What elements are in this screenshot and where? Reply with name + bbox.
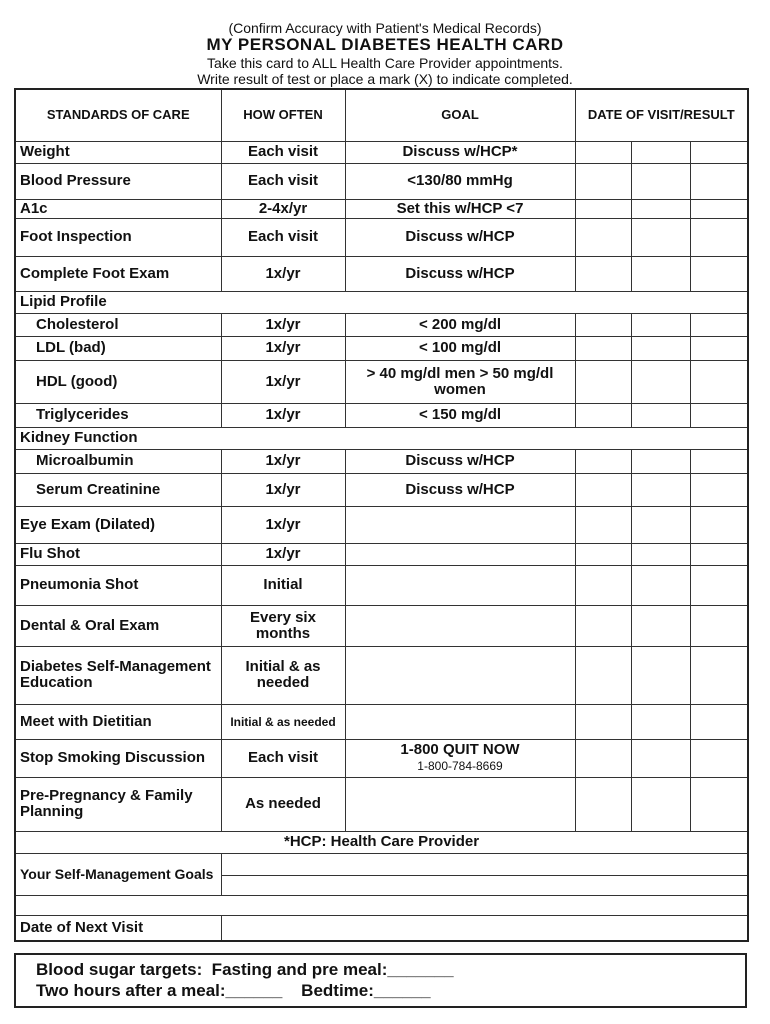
card-title: MY PERSONAL DIABETES HEALTH CARD [206,35,564,54]
result-cell[interactable] [575,199,631,218]
col-standards: STANDARDS OF CARE [15,89,221,141]
goal-cell [345,646,575,704]
result-cell[interactable] [631,199,690,218]
quit-now-phone: 1-800-784-8669 [417,759,503,773]
how-often-cell: Initial [221,565,345,605]
next-visit-label: Date of Next Visit [15,915,221,941]
table-row [15,163,748,199]
result-cell[interactable] [690,704,748,739]
how-often-cell: Each visit [221,141,345,163]
table-row [15,256,748,291]
blank-row [15,895,748,915]
goal-cell: > 40 mg/dl men > 50 mg/dl women [345,360,575,403]
section-row [15,427,748,449]
how-often-cell: 1x/yr [221,543,345,565]
result-cell[interactable] [575,313,631,336]
goal-cell [345,543,575,565]
result-cell[interactable] [631,360,690,403]
self-management-field[interactable] [221,875,748,895]
goal-cell [345,605,575,646]
self-management-field[interactable] [221,853,748,875]
how-often-cell: Each visit [221,163,345,199]
how-often-cell: 1x/yr [221,360,345,403]
self-management-row [15,853,748,875]
standard-cell: Microalbumin [15,449,221,473]
goal-cell: Discuss w/HCP* [345,141,575,163]
result-cell[interactable] [631,646,690,704]
result-cell[interactable] [575,256,631,291]
result-cell[interactable] [690,336,748,360]
standard-cell: Serum Creatinine [15,473,221,506]
result-cell[interactable] [631,141,690,163]
instruction-1: Take this card to ALL Health Care Provider appointments. [207,55,563,71]
goal-cell: Discuss w/HCP [345,449,575,473]
instruction-2: Write result of test or place a mark (X) to indicate completed. [197,71,573,87]
table-row [15,605,748,646]
result-cell[interactable] [631,256,690,291]
quit-now-label: 1-800 QUIT NOW [400,741,520,758]
result-cell[interactable] [575,141,631,163]
result-cell[interactable] [690,506,748,543]
standard-cell: Flu Shot [15,543,221,565]
table-header-row [15,89,748,141]
standard-cell: LDL (bad) [15,336,221,360]
goal-cell: Discuss w/HCP [345,218,575,256]
col-how-often: HOW OFTEN [221,89,345,141]
standard-cell: Triglycerides [15,403,221,427]
result-cell[interactable] [690,777,748,831]
col-goal: GOAL [345,89,575,141]
goal-cell: Set this w/HCP <7 [345,199,575,218]
standard-cell: Cholesterol [15,313,221,336]
goal-cell: <130/80 mmHg [345,163,575,199]
result-cell[interactable] [631,565,690,605]
footnote-row [15,831,748,853]
standard-cell: Stop Smoking Discussion [15,739,221,777]
standard-cell: Complete Foot Exam [15,256,221,291]
goal-cell: < 100 mg/dl [345,336,575,360]
result-cell[interactable] [690,646,748,704]
result-cell[interactable] [575,543,631,565]
goal-cell: < 150 mg/dl [345,403,575,427]
how-often-cell: 1x/yr [221,403,345,427]
blood-sugar-line-1: Blood sugar targets: Fasting and pre meal:_______ [36,960,454,979]
result-cell[interactable] [690,543,748,565]
how-often-cell: 1x/yr [221,473,345,506]
result-cell[interactable] [690,256,748,291]
blood-sugar-targets [14,953,747,1008]
table-row [15,313,748,336]
health-card-table [14,88,749,942]
result-cell[interactable] [690,449,748,473]
table-row [15,506,748,543]
how-often-cell: 1x/yr [221,506,345,543]
next-visit-field[interactable] [221,915,748,941]
standard-cell: Pneumonia Shot [15,565,221,605]
result-cell[interactable] [690,199,748,218]
result-cell[interactable] [631,449,690,473]
standard-cell: Blood Pressure [15,163,221,199]
col-date-result: DATE OF VISIT/RESULT [575,89,748,141]
table-row [15,218,748,256]
result-cell[interactable] [631,473,690,506]
how-often-cell: 1x/yr [221,336,345,360]
goal-cell [345,565,575,605]
blank-field[interactable] [15,895,748,915]
goal-cell [345,739,575,777]
result-cell[interactable] [575,360,631,403]
goal-cell: < 200 mg/dl [345,313,575,336]
table-row [15,336,748,360]
result-cell[interactable] [690,739,748,777]
result-cell[interactable] [575,449,631,473]
result-cell[interactable] [575,646,631,704]
result-cell[interactable] [690,218,748,256]
standard-cell: Eye Exam (Dilated) [15,506,221,543]
standard-cell: Weight [15,141,221,163]
goal-cell: Discuss w/HCP [345,256,575,291]
result-cell[interactable] [631,313,690,336]
result-cell[interactable] [631,163,690,199]
result-cell[interactable] [690,565,748,605]
how-often-cell: 1x/yr [221,449,345,473]
blood-sugar-line-2: Two hours after a meal:______ Bedtime:______ [36,981,431,1000]
result-cell[interactable] [690,141,748,163]
standard-cell: A1c [15,199,221,218]
how-often-cell: Each visit [221,218,345,256]
result-cell[interactable] [575,473,631,506]
goal-cell [345,506,575,543]
result-cell[interactable] [575,565,631,605]
section-lipid-profile: Lipid Profile [15,291,748,313]
standard-cell: Diabetes Self-Management Education [15,646,221,704]
confirm-note: (Confirm Accuracy with Patient's Medical Records) [228,20,542,36]
result-cell[interactable] [631,336,690,360]
how-often-cell: 1x/yr [221,256,345,291]
how-often-cell: Initial & as needed [221,704,345,739]
table-row [15,449,748,473]
goal-cell [345,704,575,739]
how-often-cell: Initial & as needed [221,646,345,704]
how-often-cell: 1x/yr [221,313,345,336]
standard-cell: HDL (good) [15,360,221,403]
self-management-label: Your Self-Management Goals [15,853,221,895]
table-row [15,646,748,704]
standard-cell: Dental & Oral Exam [15,605,221,646]
standard-cell: Foot Inspection [15,218,221,256]
result-cell[interactable] [631,506,690,543]
goal-cell [345,777,575,831]
result-cell[interactable] [631,218,690,256]
how-often-cell: As needed [221,777,345,831]
hcp-footnote: *HCP: Health Care Provider [15,831,748,853]
table-row [15,565,748,605]
standard-cell: Meet with Dietitian [15,704,221,739]
next-visit-row [15,915,748,941]
table-row [15,199,748,218]
result-cell[interactable] [690,313,748,336]
result-cell[interactable] [575,403,631,427]
result-cell[interactable] [690,163,748,199]
table-row [15,141,748,163]
result-cell[interactable] [690,605,748,646]
result-cell[interactable] [575,163,631,199]
table-row [15,777,748,831]
result-cell[interactable] [631,543,690,565]
result-cell[interactable] [575,336,631,360]
table-row [15,473,748,506]
section-row [15,291,748,313]
table-row [15,403,748,427]
result-cell[interactable] [575,704,631,739]
result-cell[interactable] [631,605,690,646]
result-cell[interactable] [631,777,690,831]
table-row [15,704,748,739]
result-cell[interactable] [575,506,631,543]
result-cell[interactable] [690,473,748,506]
how-often-cell: 2-4x/yr [221,199,345,218]
result-cell[interactable] [575,218,631,256]
result-cell[interactable] [690,403,748,427]
result-cell[interactable] [575,605,631,646]
result-cell[interactable] [631,739,690,777]
result-cell[interactable] [631,403,690,427]
table-row [15,360,748,403]
result-cell[interactable] [575,739,631,777]
how-often-cell: Every six months [221,605,345,646]
standard-cell: Pre-Pregnancy & Family Planning [15,777,221,831]
table-row [15,543,748,565]
goal-cell: Discuss w/HCP [345,473,575,506]
result-cell[interactable] [631,704,690,739]
result-cell[interactable] [575,777,631,831]
how-often-cell: Each visit [221,739,345,777]
section-kidney-function: Kidney Function [15,427,748,449]
table-row [15,739,748,777]
result-cell[interactable] [690,360,748,403]
